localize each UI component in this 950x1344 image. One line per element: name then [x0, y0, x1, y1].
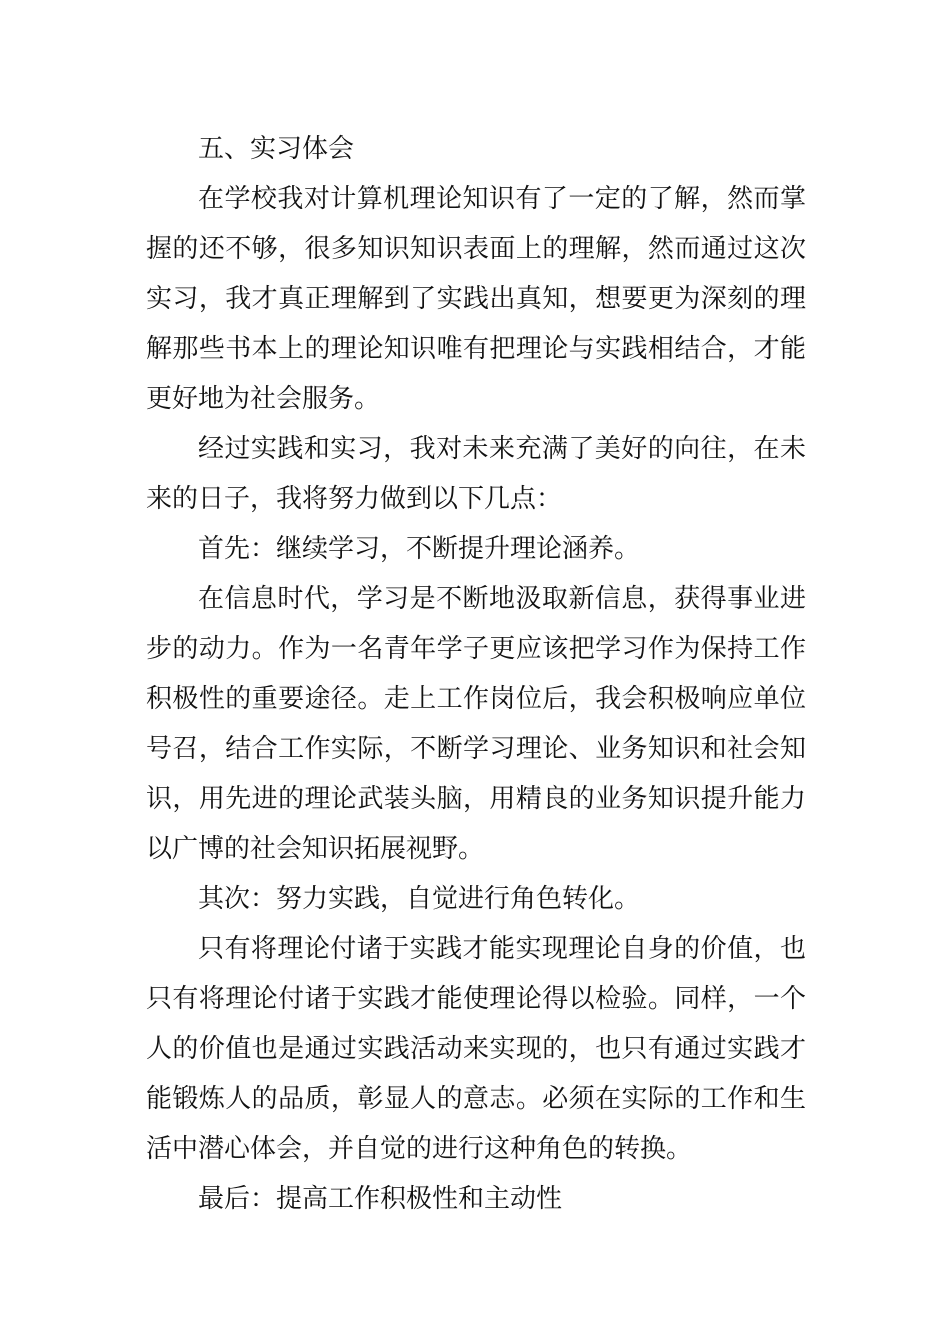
text-line: 能锻炼人的品质，彰显人的意志。必须在实际的工作和生	[146, 1084, 806, 1114]
text-line: 号召，结合工作实际，不断学习理论、业务知识和社会知	[146, 734, 806, 764]
paragraph-6	[146, 924, 806, 1174]
text-line: 经过实践和实习，我对未来充满了美好的向往，在未	[198, 434, 806, 464]
text-line: 活中潜心体会，并自觉的进行这种角色的转换。	[146, 1134, 693, 1164]
text-line: 人的价值也是通过实践活动来实现的，也只有通过实践才	[146, 1034, 806, 1064]
section-heading: 五、实习体会	[198, 134, 355, 164]
text-line: 实习，我才真正理解到了实践出真知，想要更为深刻的理	[146, 284, 806, 314]
text-line: 只有将理论付诸于实践才能实现理论自身的价值，也	[198, 934, 806, 964]
paragraph-5	[146, 874, 806, 924]
subheading-second: 其次：努力实践，自觉进行角色转化。	[198, 884, 641, 914]
paragraph-2	[146, 424, 806, 524]
paragraph-7	[146, 1174, 806, 1224]
subheading-last: 最后：提高工作积极性和主动性	[198, 1184, 563, 1214]
paragraph-3	[146, 524, 806, 574]
text-line: 积极性的重要途径。走上工作岗位后，我会积极响应单位	[146, 684, 806, 714]
text-line: 只有将理论付诸于实践才能使理论得以检验。同样，一个	[146, 984, 806, 1014]
paragraph-4	[146, 574, 806, 874]
document-page	[146, 124, 806, 1224]
subheading-first: 首先：继续学习，不断提升理论涵养。	[198, 534, 641, 564]
text-line: 来的日子，我将努力做到以下几点：	[146, 484, 563, 514]
text-line: 握的还不够，很多知识知识表面上的理解，然而通过这次	[146, 234, 806, 264]
text-line: 在信息时代，学习是不断地汲取新信息，获得事业进	[198, 584, 806, 614]
text-line: 识，用先进的理论武装头脑，用精良的业务知识提升能力	[146, 784, 806, 814]
text-line: 解那些书本上的理论知识唯有把理论与实践相结合，才能	[146, 334, 806, 364]
text-line: 步的动力。作为一名青年学子更应该把学习作为保持工作	[146, 634, 806, 664]
text-line: 在学校我对计算机理论知识有了一定的了解，然而掌	[198, 184, 806, 214]
paragraph-1	[146, 174, 806, 424]
text-line: 更好地为社会服务。	[146, 384, 381, 414]
text-line: 以广博的社会知识拓展视野。	[146, 834, 485, 864]
